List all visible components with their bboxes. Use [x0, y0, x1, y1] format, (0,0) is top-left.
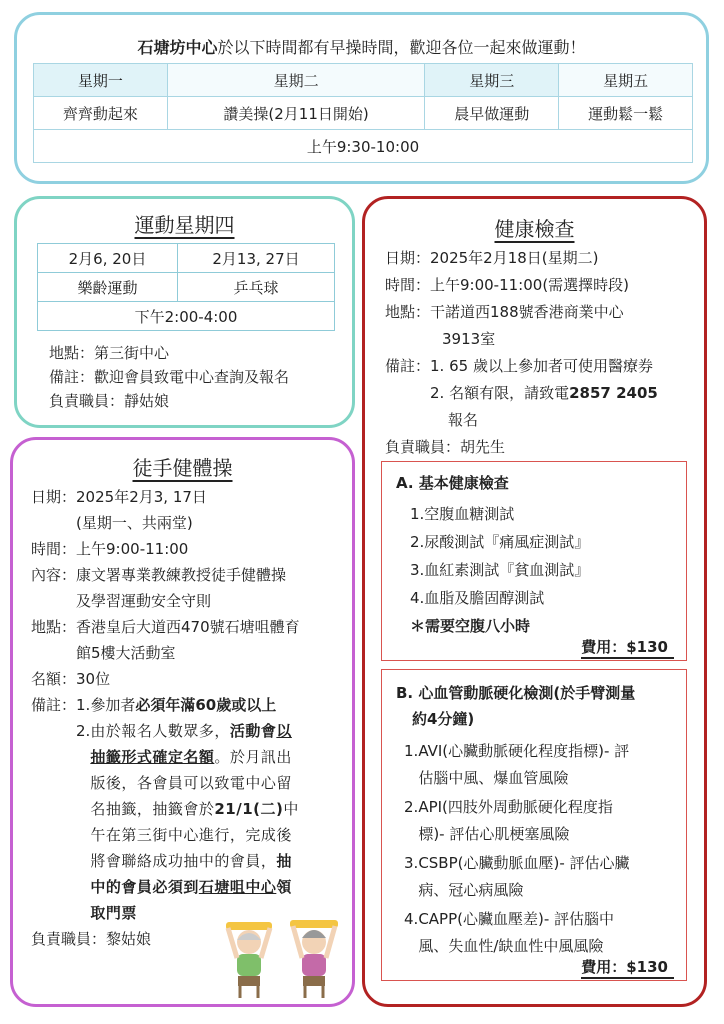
- list-item: 1.空腹血糖測試: [410, 505, 515, 523]
- activity-cell: 乒乓球: [178, 273, 335, 302]
- thursday-title: 運動星期四: [134, 213, 235, 237]
- fitness-remark-2: 2. 由於報名人數眾多，活動會以 抽籤形式確定名額。於月訊出 版後，各會員可以致電中心留 名抽籤，抽籤會於21/1(二)中 午在第三街中心進行，完成後 將會聯絡成功抽中的會員，抽 中的會員必須到石塘咀中心領 取門票: [76, 722, 299, 922]
- cardio-check-list: [404, 738, 678, 960]
- morning-exercise-intro: [17, 35, 706, 58]
- activity-cell: 讚美操(2月11日開始): [167, 97, 425, 130]
- health-remarks: 備註： 1. 65 歲以上參加者可使用醫療券 2. 名額有限，請致電2857 2405 報名: [385, 353, 695, 434]
- intro-text: 於以下時間都有早操時間，歡迎各位一起來做運動！: [217, 38, 586, 57]
- fitness-quota: 名額：30位: [31, 670, 111, 688]
- list-item: 2. API(四肢外周動脈硬化程度指 標)- 評估心肌梗塞風險: [404, 798, 613, 843]
- day-cell: 星期五: [559, 64, 693, 97]
- activity-cell: 齊齊動起來: [34, 97, 168, 130]
- day-cell: 星期三: [425, 64, 559, 97]
- fitness-class-panel: [10, 437, 355, 1007]
- thursday-date-row: [38, 244, 335, 273]
- list-item: 4.血脂及膽固醇測試: [410, 589, 545, 607]
- activity-cell: 樂齡運動: [38, 273, 178, 302]
- fitness-content: 內容： 康文署專業教練教授徒手健體操 及學習運動安全守則: [31, 566, 287, 610]
- schedule-activity-row: [34, 97, 693, 130]
- list-item: 4. CAPP(心臟血壓差)- 評估腦中 風、失血性/缺血性中風風險: [404, 910, 615, 955]
- health-check-panel: [362, 196, 707, 1007]
- day-cell: 星期一: [34, 64, 168, 97]
- health-info: [385, 245, 695, 461]
- fasting-note: ＊需要空腹八小時: [410, 617, 531, 635]
- fitness-remark-1: 1. 參加者 必須年滿60歲或以上: [76, 696, 277, 714]
- schedule-time-cell: 上午9:30-10:00: [34, 130, 693, 163]
- cardio-check-fee: 費用：$130: [581, 956, 674, 979]
- thursday-info: [49, 341, 289, 413]
- health-title: 健康檢查: [494, 217, 575, 241]
- date-cell: 2月13, 27日: [178, 244, 335, 273]
- thursday-time-row: [38, 302, 335, 331]
- health-location: 地點： 干諾道西188號香港商業中心 3913室: [385, 303, 624, 348]
- activity-cell: 晨早做運動: [425, 97, 559, 130]
- basic-check-list: [410, 500, 589, 640]
- health-remark-2: 2. 名額有限，請致電2857 2405: [430, 384, 658, 402]
- fitness-location: 地點： 香港皇后大道西470號石塘咀體育 館5樓大活動室: [31, 618, 300, 662]
- date-cell: 2月6, 20日: [38, 244, 178, 273]
- thursday-time-cell: 下午2:00-4:00: [38, 302, 335, 331]
- list-item: 3.血紅素測試『貧血測試』: [410, 561, 590, 579]
- basic-check-heading: A. 基本健康檢查: [396, 474, 509, 492]
- fitness-date: 日期： 2025年2月3, 17日 (星期一、共兩堂): [31, 488, 207, 532]
- health-date: 日期：2025年2月18日(星期二): [385, 249, 599, 267]
- morning-schedule-table: [33, 63, 693, 163]
- center-name: 石塘坊中心: [137, 38, 218, 57]
- phone-number: 2857 2405: [569, 384, 658, 402]
- thursday-location: 地點：第三街中心: [49, 344, 170, 362]
- fitness-title: 徒手健體操: [132, 456, 233, 480]
- list-item: 3. CSBP(心臟動脈血壓)- 評估心臟 病、冠心病風險: [404, 854, 630, 899]
- cardio-check-section: [381, 669, 687, 981]
- fitness-time: 時間： 上午9:00-11:00: [31, 540, 189, 558]
- thursday-activity-row: [38, 273, 335, 302]
- list-item: 1. AVI(心臟動脈硬化程度指標)- 評 估腦中風、爆血管風險: [404, 742, 630, 787]
- cardio-check-heading: B. 心血管動脈硬化檢測(於手臂測量 約4分鐘): [396, 684, 636, 728]
- thursday-remark: 備註：歡迎會員致電中心查詢及報名: [49, 368, 290, 386]
- health-time: 時間：上午9:00-11:00(需選擇時段): [385, 276, 630, 294]
- health-remark-1: 1. 65 歲以上參加者可使用醫療券: [430, 357, 653, 375]
- day-cell: 星期二: [167, 64, 425, 97]
- seniors-exercising-illustration: [218, 910, 348, 1000]
- thursday-exercise-panel: [14, 196, 355, 428]
- schedule-day-row: [34, 64, 693, 97]
- health-staff: 負責職員：胡先生: [385, 438, 506, 456]
- fitness-info: [31, 484, 349, 952]
- basic-check-fee: 費用：$130: [581, 636, 674, 659]
- thursday-staff: 負責職員：靜姑娘: [49, 392, 170, 410]
- basic-check-section: [381, 461, 687, 661]
- fitness-staff: 負責職員：黎姑娘: [31, 930, 152, 948]
- thursday-schedule-table: [37, 243, 335, 331]
- morning-exercise-panel: [14, 12, 709, 184]
- schedule-time-row: [34, 130, 693, 163]
- fitness-remarks: 備註： 1. 參加者 必須年滿60歲或以上 2. 由於報名人數眾多，活動會以 抽籤形式確定名額。於月訊出 版後，各會員可以致電中心留 名抽籤，抽籤會於21/1(二)中 午在第三街中心進行，完成後 將會聯絡成功抽中的會員，抽 中的會員必須到石塘咀中心領 取門票: [31, 692, 349, 926]
- list-item: 2.尿酸測試『痛風症測試』: [410, 533, 590, 551]
- activity-cell: 運動鬆一鬆: [559, 97, 693, 130]
